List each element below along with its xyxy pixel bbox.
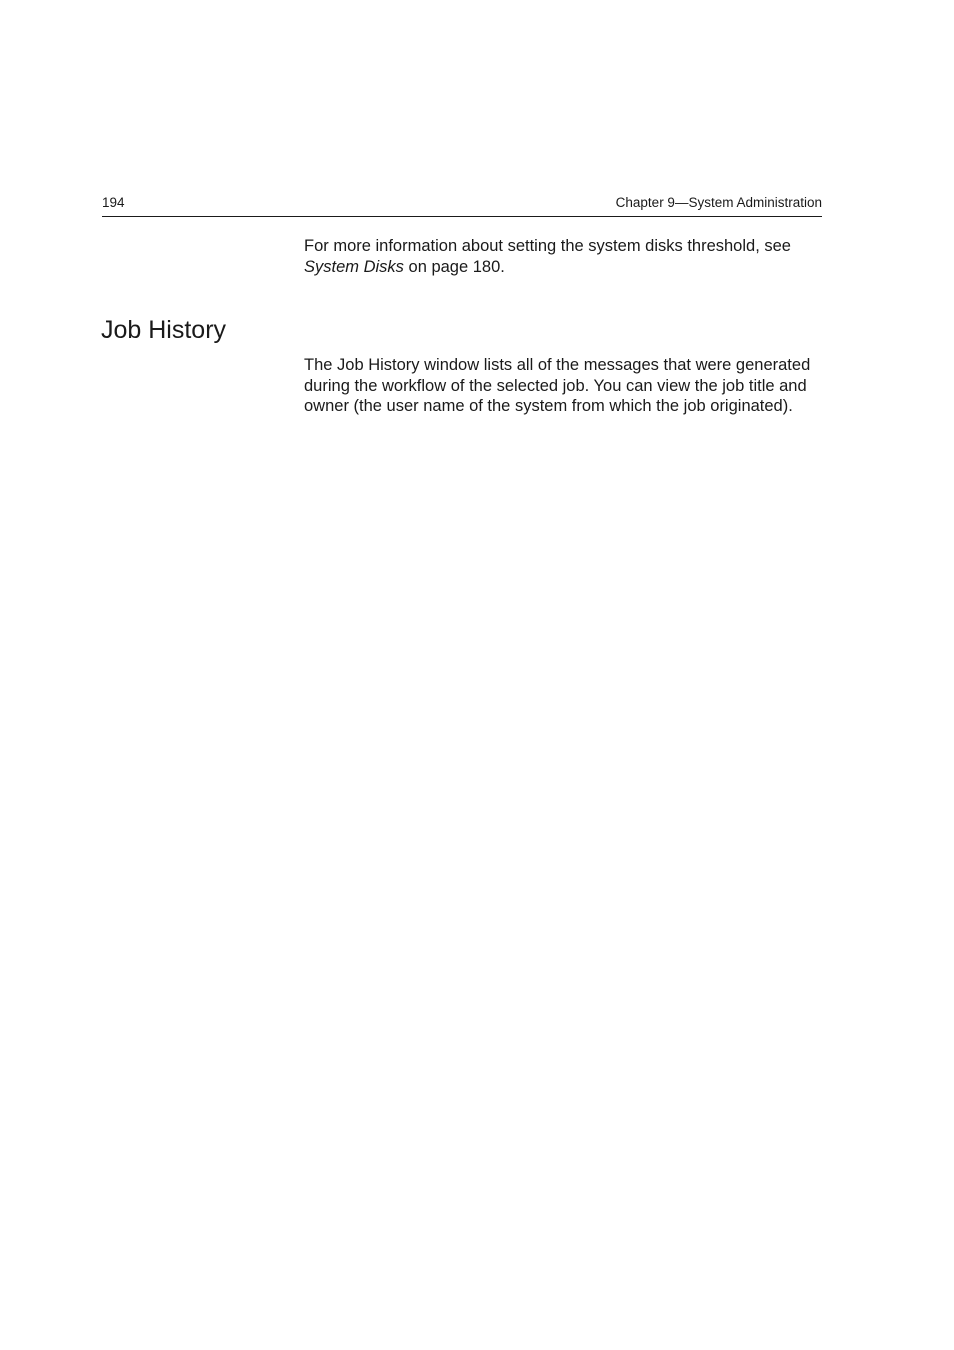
section-heading: Job History: [101, 316, 227, 344]
running-head: Chapter 9—System Administration: [615, 195, 822, 210]
section-body: The Job History window lists all of the messages that were generated during the workflow of the selected job. You can view the job title and owner (the user name of the system from which the job originated).: [304, 356, 811, 416]
intro-paragraph: [304, 236, 826, 277]
intro-text-before: For more information about setting the system disks threshold, see: [304, 237, 791, 255]
page-header: [102, 194, 822, 217]
system-disks-link[interactable]: System Disks: [304, 257, 404, 276]
page-number: 194: [102, 195, 125, 210]
intro-text-after: on page 180.: [403, 257, 505, 276]
